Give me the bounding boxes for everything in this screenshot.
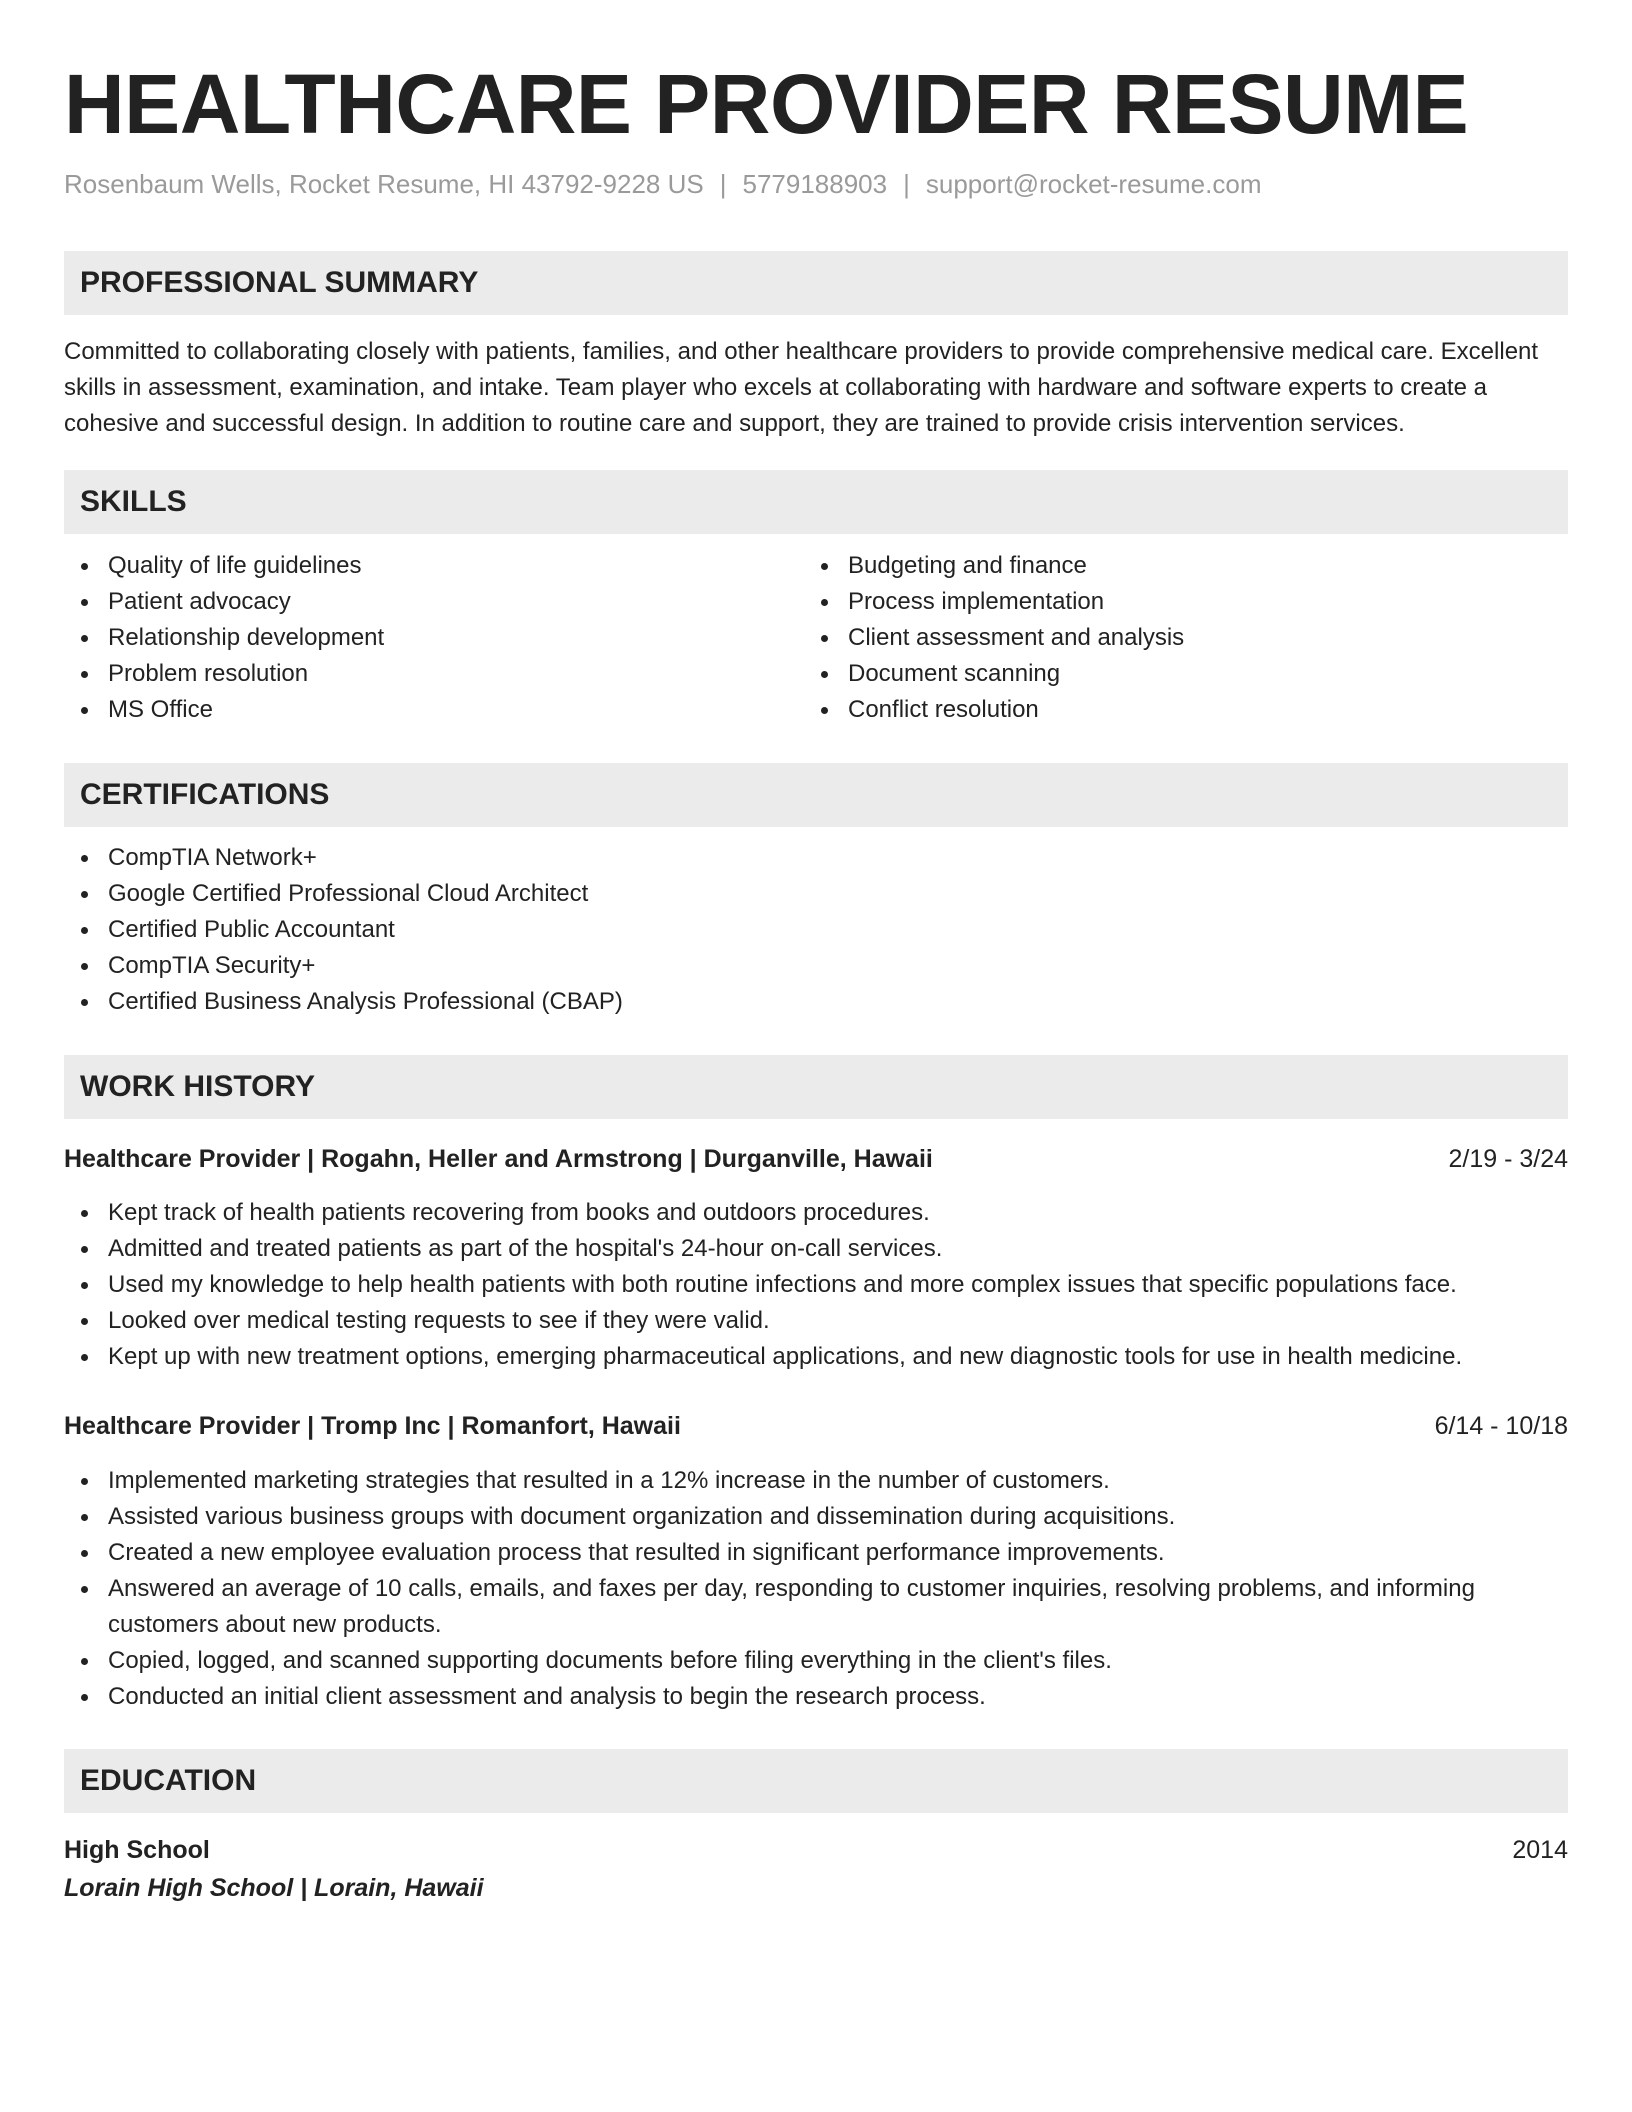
certification-item: Certified Public Accountant [64, 912, 1568, 948]
skill-item: Problem resolution [64, 656, 804, 692]
contact-phone: 5779188903 [742, 169, 888, 199]
job-title: Healthcare Provider | Rogahn, Heller and Armstrong | Durganville, Hawaii [64, 1145, 933, 1173]
certifications-list [64, 840, 1568, 1020]
contact-line [64, 168, 1261, 200]
job-bullets [64, 1195, 1568, 1375]
job-bullet: Used my knowledge to help health patients with both routine infections and more complex issues that specific populations face. [64, 1267, 1568, 1303]
contact-address: Rosenbaum Wells, Rocket Resume, HI 43792-9228 US [64, 169, 704, 199]
section-heading-education: EDUCATION [64, 1749, 1568, 1813]
contact-email: support@rocket-resume.com [925, 169, 1262, 199]
skill-item: Process implementation [804, 584, 1568, 620]
section-heading-skills: SKILLS [64, 470, 1568, 534]
skill-item: MS Office [64, 692, 804, 728]
job-header [64, 1408, 1568, 1444]
skill-item: Conflict resolution [804, 692, 1568, 728]
job-dates: 6/14 - 10/18 [1434, 1412, 1568, 1440]
skill-item: Budgeting and finance [804, 548, 1568, 584]
contact-separator: | [719, 169, 727, 199]
job-bullet: Assisted various business groups with document organization and dissemination during acquisitions. [64, 1499, 1568, 1535]
job-bullet: Conducted an initial client assessment and analysis to begin the research process. [64, 1679, 1568, 1715]
section-heading-work-history: WORK HISTORY [64, 1055, 1568, 1119]
certification-item: Google Certified Professional Cloud Architect [64, 876, 1568, 912]
job-bullet: Kept up with new treatment options, emerging pharmaceutical applications, and new diagnostic tools for use in health medicine. [64, 1339, 1568, 1375]
job-bullet: Copied, logged, and scanned supporting documents before filing everything in the client's files. [64, 1643, 1568, 1679]
job-bullet: Answered an average of 10 calls, emails, and faxes per day, responding to customer inquiries, resolving problems, and informing customers about new products. [64, 1571, 1568, 1643]
job-bullet: Admitted and treated patients as part of the hospital's 24-hour on-call services. [64, 1231, 1568, 1267]
certification-item: CompTIA Network+ [64, 840, 1568, 876]
skills-list-right [804, 548, 1568, 728]
contact-separator: | [903, 169, 910, 199]
certification-item: CompTIA Security+ [64, 948, 1568, 984]
skill-item: Document scanning [804, 656, 1568, 692]
education-header [64, 1832, 1568, 1868]
summary-text: Committed to collaborating closely with patients, families, and other healthcare providers to provide comprehensive medical care. Excellent skills in assessment, examination, and intake. Team player who excels at collaborating with hardware and software experts to create a cohesive and successful design. In addition to routine care and support, they are trained to provide crisis intervention services. [64, 338, 1539, 437]
education-year: 2014 [1512, 1836, 1568, 1864]
skill-item: Relationship development [64, 620, 804, 656]
skill-item: Client assessment and analysis [804, 620, 1568, 656]
job-bullet: Created a new employee evaluation process that resulted in significant performance improvements. [64, 1535, 1568, 1571]
education-degree: High School [64, 1836, 210, 1864]
section-heading-certifications: CERTIFICATIONS [64, 763, 1568, 827]
education-school: Lorain High School | Lorain, Hawaii [64, 1874, 484, 1902]
section-heading-summary: PROFESSIONAL SUMMARY [64, 251, 1568, 315]
certification-item: Certified Business Analysis Professional (CBAP) [64, 984, 1568, 1020]
page-title: HEALTHCARE PROVIDER RESUME [64, 57, 1469, 151]
skill-item: Patient advocacy [64, 584, 804, 620]
job-header [64, 1141, 1568, 1177]
job-bullet: Looked over medical testing requests to see if they were valid. [64, 1303, 1568, 1339]
job-bullets [64, 1463, 1568, 1715]
skills-list-left [64, 548, 804, 728]
job-dates: 2/19 - 3/24 [1448, 1145, 1568, 1173]
job-bullet: Kept track of health patients recovering from books and outdoors procedures. [64, 1195, 1568, 1231]
job-bullet: Implemented marketing strategies that resulted in a 12% increase in the number of customers. [64, 1463, 1568, 1499]
skill-item: Quality of life guidelines [64, 548, 804, 584]
job-title: Healthcare Provider | Tromp Inc | Romanfort, Hawaii [64, 1412, 681, 1440]
